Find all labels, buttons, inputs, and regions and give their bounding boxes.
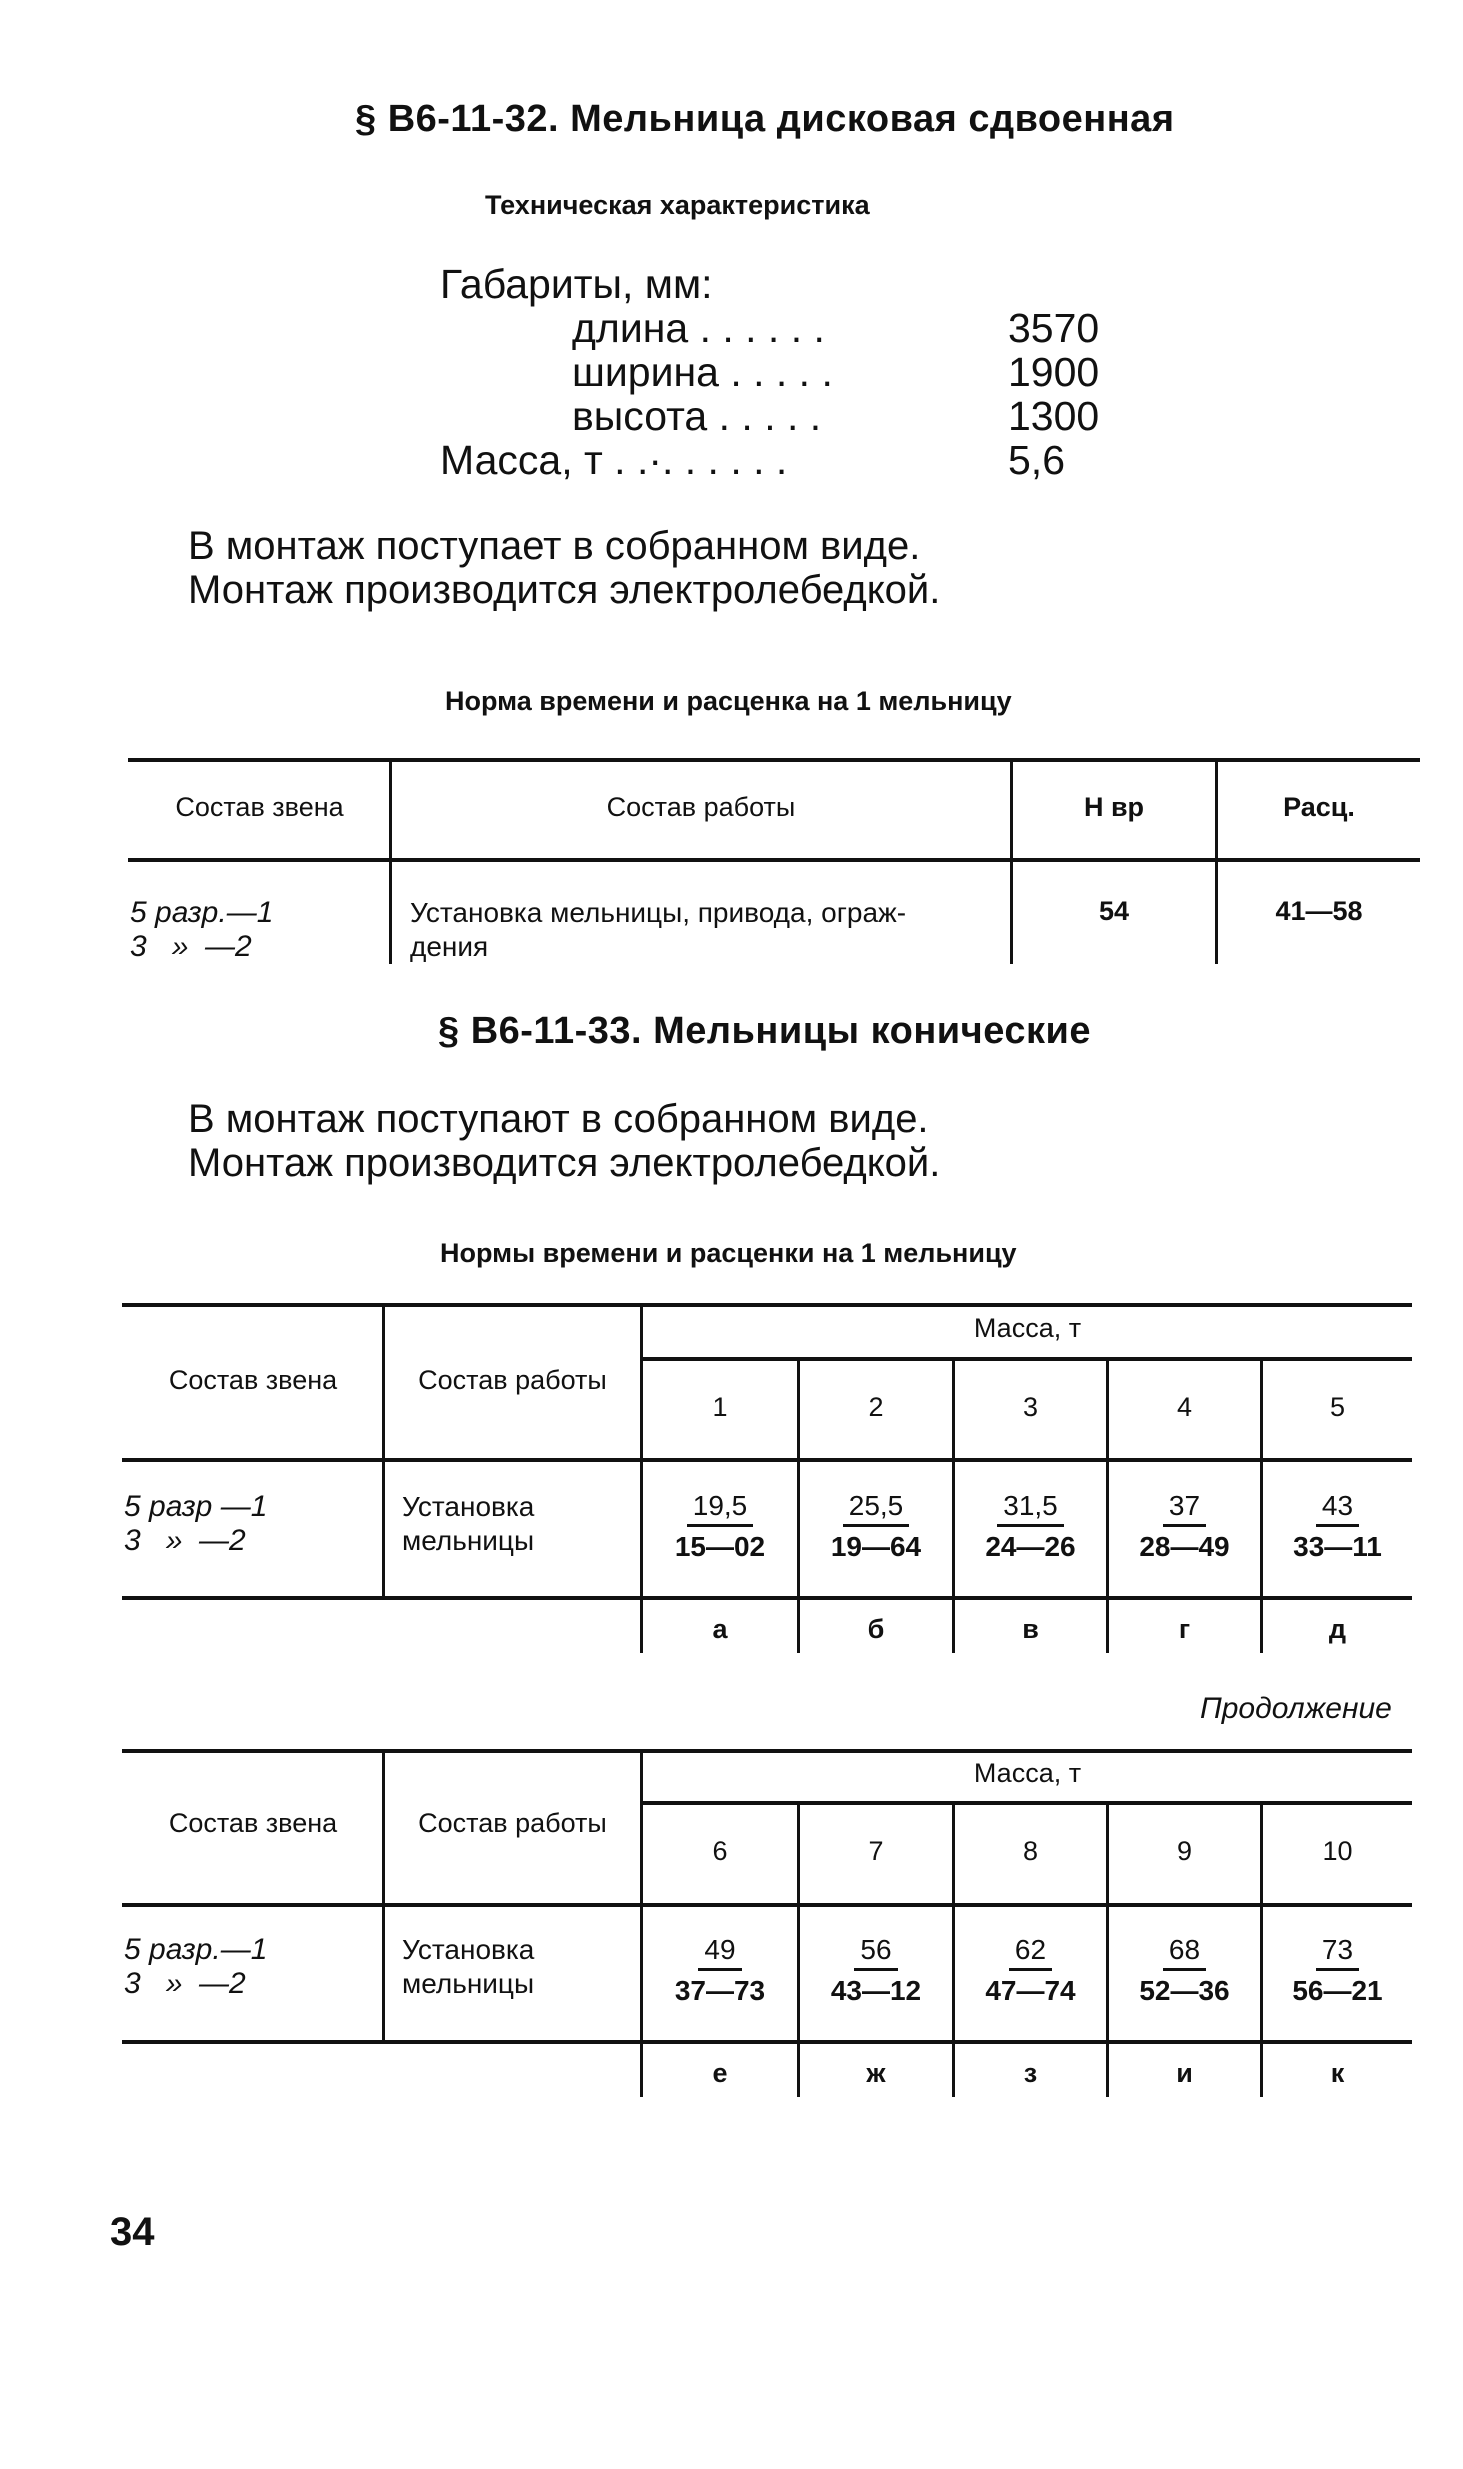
- norm-rate-cell: [1109, 1932, 1260, 2011]
- header-crew: Состав звена: [168, 1365, 338, 1395]
- header-crew: Состав звена: [168, 1808, 338, 1838]
- norm-rate-cell: [955, 1488, 1106, 1567]
- mass-value: 5: [1329, 1392, 1346, 1422]
- mass-value: 1: [712, 1392, 728, 1422]
- header-mass: Масса, т: [973, 1758, 1082, 1788]
- crew-line: 5 разр.—1: [124, 1933, 268, 1966]
- table-title: Норма времени и расценка на 1 мельницу: [445, 686, 1012, 716]
- spec-label: ширина . . . . .: [572, 349, 833, 395]
- header-norm: Н вр: [1083, 792, 1145, 822]
- mass-value: 6: [712, 1836, 728, 1866]
- mass-value: 9: [1176, 1836, 1193, 1866]
- spec-label: Масса, т . .·. . . . . .: [440, 437, 788, 483]
- section-title: § В6-11-32. Мельница дисковая сдвоенная: [355, 98, 1175, 140]
- paragraph: В монтаж поступают в собранном виде.: [188, 1097, 929, 1141]
- mass-value: 4: [1176, 1392, 1193, 1422]
- norm-value: 54: [1098, 896, 1130, 926]
- table-divider: [1010, 758, 1013, 964]
- norm-rate-cell: [643, 1932, 797, 2011]
- header-crew: Состав звена: [175, 792, 344, 822]
- table-title: Нормы времени и расценки на 1 мельницу: [440, 1238, 1017, 1268]
- paragraph: Монтаж производится электролебедкой.: [188, 568, 941, 612]
- table-rule: [122, 1596, 1412, 1600]
- crew-line: 5 разр.—1: [130, 896, 274, 929]
- table-divider: [382, 1749, 385, 2043]
- norm-rate-cell: [800, 1932, 952, 2011]
- column-letter: з: [1023, 2058, 1038, 2088]
- work-line: мельницы: [402, 1525, 535, 1556]
- spec-value: 1900: [1008, 349, 1100, 395]
- table-rule: [122, 1749, 1412, 1753]
- crew-line: 3 » —2: [124, 1524, 246, 1557]
- mass-value: 10: [1322, 1836, 1353, 1866]
- table-rule: [642, 1357, 1412, 1361]
- paragraph: В монтаж поступает в собранном виде.: [188, 524, 921, 568]
- mass-value: 8: [1022, 1836, 1039, 1866]
- rate-value: 24—26: [985, 1531, 1076, 1562]
- spec-label: высота . . . . .: [572, 393, 822, 439]
- column-letter: и: [1176, 2058, 1193, 2088]
- rate-value: 19—64: [830, 1531, 922, 1562]
- rate-value: 33—11: [1293, 1531, 1382, 1562]
- norm-rate-cell: [800, 1488, 952, 1567]
- section-subtitle: Техническая характеристика: [485, 190, 870, 220]
- table-rule: [128, 858, 1420, 862]
- table-rule: [128, 758, 1420, 762]
- column-letter: а: [712, 1614, 728, 1644]
- spec-value: 5,6: [1008, 437, 1065, 483]
- rate-value: 56—21: [1292, 1975, 1383, 2006]
- column-letter: е: [712, 2058, 728, 2088]
- norm-value: 62: [1009, 1932, 1052, 1971]
- table-divider: [389, 758, 392, 964]
- work-line: мельницы: [402, 1968, 535, 1999]
- page-number: 34: [110, 2210, 155, 2254]
- column-letter: к: [1330, 2058, 1345, 2088]
- norm-value: 37: [1163, 1488, 1206, 1527]
- rate-value: 15—02: [674, 1531, 766, 1562]
- header-work: Состав работы: [606, 792, 796, 822]
- norm-rate-cell: [1263, 1932, 1412, 2011]
- norm-rate-cell: [643, 1488, 797, 1567]
- rate-value: 52—36: [1139, 1975, 1230, 2006]
- column-letter: д: [1328, 1614, 1347, 1644]
- rate-value: 37—73: [674, 1975, 766, 2006]
- rate-value: 41—58: [1275, 896, 1363, 926]
- table-divider: [640, 1303, 643, 1653]
- table-divider: [382, 1303, 385, 1597]
- norm-value: 56: [854, 1932, 897, 1971]
- rate-value: 28—49: [1139, 1531, 1230, 1562]
- work-line: Установка мельницы, привода, ограж-: [410, 897, 907, 928]
- continuation-label: Продолжение: [1200, 1692, 1392, 1725]
- table-rule: [122, 2040, 1412, 2044]
- crew-line: 3 » —2: [130, 930, 252, 963]
- column-letter: г: [1178, 1614, 1191, 1644]
- norm-value: 43: [1316, 1488, 1359, 1527]
- mass-value: 7: [868, 1836, 884, 1866]
- table-divider: [640, 1749, 643, 2097]
- work-line: дения: [410, 931, 489, 962]
- rate-value: 47—74: [985, 1975, 1076, 2006]
- table-divider: [1215, 758, 1218, 964]
- norm-value: 31,5: [997, 1488, 1064, 1527]
- rate-value: 43—12: [830, 1975, 922, 2006]
- spec-label: длина . . . . . .: [572, 305, 825, 351]
- crew-line: 3 » —2: [124, 1967, 246, 2000]
- norm-rate-cell: [1109, 1488, 1260, 1567]
- spec-value: 1300: [1008, 393, 1100, 439]
- column-letter: б: [867, 1614, 885, 1644]
- header-work: Состав работы: [418, 1365, 607, 1395]
- column-letter: ж: [866, 2058, 886, 2088]
- work-line: Установка: [402, 1934, 535, 1965]
- norm-rate-cell: [1263, 1488, 1412, 1567]
- norm-value: 25,5: [843, 1488, 910, 1527]
- work-line: Установка: [402, 1491, 535, 1522]
- table-rule: [122, 1303, 1412, 1307]
- header-mass: Масса, т: [973, 1313, 1082, 1343]
- table-rule: [642, 1801, 1412, 1805]
- table-rule: [122, 1458, 1412, 1462]
- norm-value: 68: [1163, 1932, 1206, 1971]
- table-rule: [122, 1903, 1412, 1907]
- mass-value: 2: [868, 1392, 884, 1422]
- norm-rate-cell: [955, 1932, 1106, 2011]
- crew-line: 5 разр —1: [124, 1490, 268, 1523]
- header-rate: Расц.: [1283, 792, 1355, 822]
- norm-value: 19,5: [687, 1488, 754, 1527]
- mass-value: 3: [1022, 1392, 1039, 1422]
- section-title: § В6-11-33. Мельницы конические: [438, 1010, 1091, 1052]
- spec-label: Габариты, мм:: [440, 261, 713, 307]
- spec-value: 3570: [1008, 305, 1100, 351]
- norm-value: 73: [1316, 1932, 1359, 1971]
- column-letter: в: [1022, 1614, 1039, 1644]
- header-work: Состав работы: [418, 1808, 607, 1838]
- paragraph: Монтаж производится электролебедкой.: [188, 1141, 941, 1185]
- norm-value: 49: [698, 1932, 741, 1971]
